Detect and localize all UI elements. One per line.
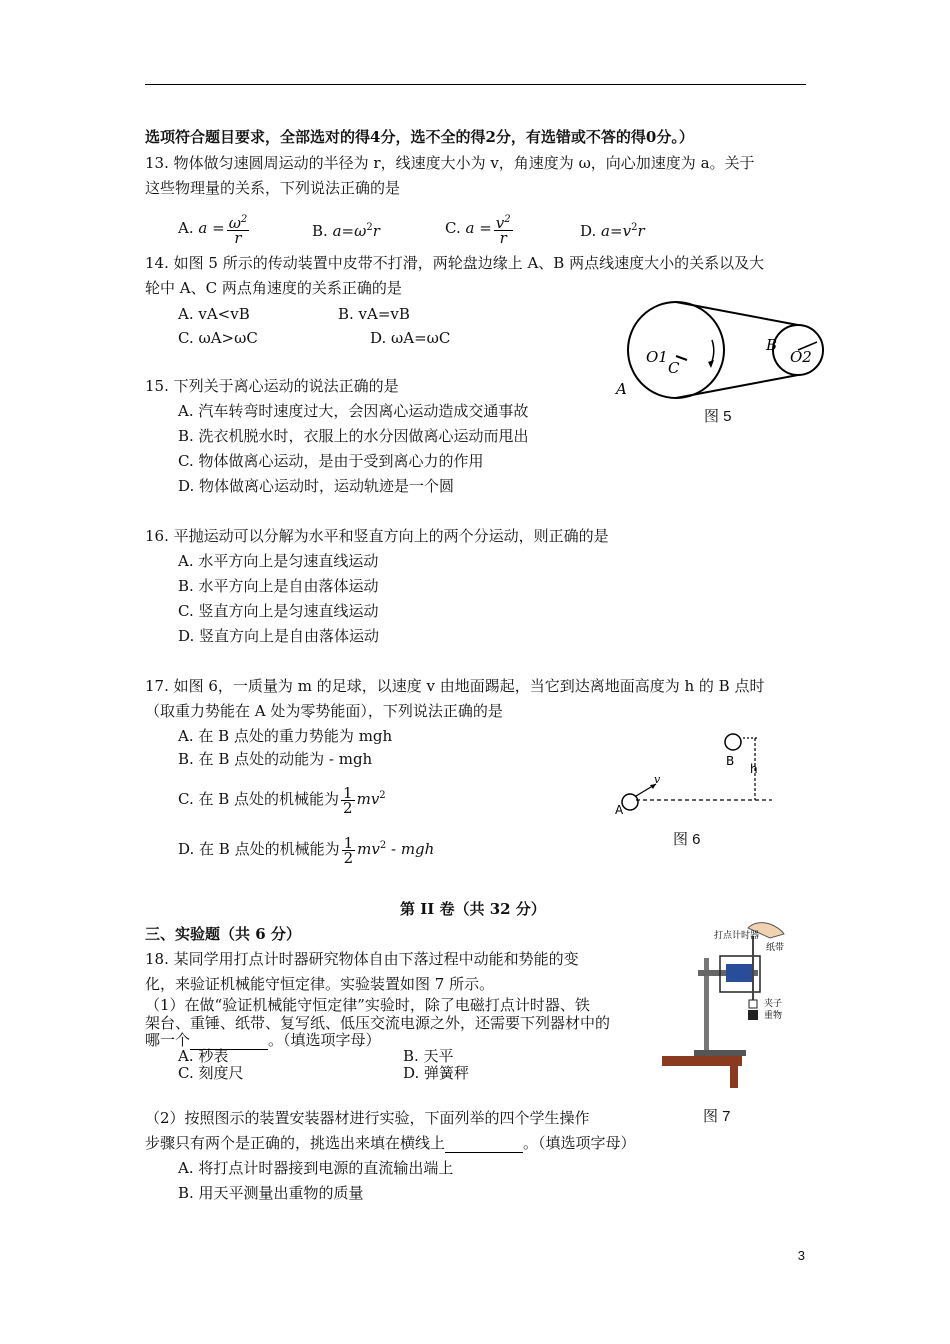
q17-stem-line1: 17. 如图 6，一质量为 m 的足球，以速度 v 由地面踢起，当它到达离地面高度为 h 的 B 点时 bbox=[145, 677, 765, 695]
q17-stem-line2: （取重力势能在 A 处为零势能面），下列说法正确的是 bbox=[145, 702, 503, 720]
q16-option-d: D. 竖直方向上是自由落体运动 bbox=[178, 627, 380, 645]
q13-stem-line1: 13. 物体做匀速圆周运动的半径为 r，线速度大小为 v，角速度为 ω，向心加速度为 a。关于 bbox=[145, 154, 755, 172]
q13-option-c-label: C. bbox=[445, 219, 461, 237]
figure-5-pulley-diagram bbox=[612, 300, 824, 400]
label-o1: O1 bbox=[646, 348, 668, 366]
q13-option-d: D. $a=v^2r$ bbox=[580, 222, 645, 240]
belt-top bbox=[676, 302, 798, 325]
q18-part2-line1: （2）按照图示的装置安装器材进行实验，下面列举的四个学生操作 bbox=[145, 1109, 590, 1127]
weight bbox=[748, 1010, 758, 1020]
q14-option-d: D. ωA=ωC bbox=[370, 329, 451, 347]
q18-stem-line1: 18. 某同学用打点计时器研究物体自由下落过程中动能和势能的变 bbox=[145, 950, 579, 968]
q16-option-c: C. 竖直方向上是匀速直线运动 bbox=[178, 602, 379, 620]
intro-text: 选项符合题目要求，全部选对的得4分，选不全的得2分，有选错或不答的得0分。） bbox=[145, 128, 694, 146]
table-leg bbox=[730, 1066, 738, 1088]
q18-option-d: D. 弹簧秤 bbox=[403, 1064, 470, 1082]
label-h: h bbox=[750, 762, 758, 776]
q18-operation-b: B. 用天平测量出重物的质量 bbox=[178, 1184, 364, 1202]
label-c: C bbox=[668, 359, 680, 377]
q17-option-c: C. 在 B 点处的机械能为 $\frac{1}{2}$ $mv^2$ bbox=[178, 783, 386, 817]
label-v: v bbox=[654, 773, 661, 786]
timer-core bbox=[726, 964, 752, 982]
figure-7-caption: 图 7 bbox=[703, 1108, 731, 1125]
label-b: B bbox=[726, 754, 735, 768]
q16-option-b: B. 水平方向上是自由落体运动 bbox=[178, 577, 379, 595]
q17-option-a: A. 在 B 点处的重力势能为 mgh bbox=[178, 727, 393, 745]
q13-option-d-label: D. bbox=[580, 222, 597, 240]
q18-part2-line2-b: 。（填选项字母） bbox=[523, 1134, 636, 1152]
header-rule bbox=[145, 84, 806, 85]
label-timer: 打点计时器 bbox=[714, 931, 760, 941]
q14-option-b: B. vA=vB bbox=[338, 305, 410, 323]
label-tape: 纸带 bbox=[766, 943, 785, 953]
q18-answer-blank-2[interactable] bbox=[445, 1138, 523, 1153]
q13-option-a: A. a = $\frac{\omega^2}{r}$ bbox=[178, 214, 248, 247]
q14-option-c: C. ωA>ωC bbox=[178, 329, 258, 347]
q13-stem-line2: 这些物理量的关系，下列说法正确的是 bbox=[145, 179, 401, 197]
q15-option-a: A. 汽车转弯时速度过大，会因离心运动造成交通事故 bbox=[178, 402, 529, 420]
q14-option-a: A. vA<vB bbox=[178, 305, 250, 323]
ball-a bbox=[622, 794, 638, 810]
label-b: B bbox=[766, 336, 778, 354]
large-wheel bbox=[628, 302, 724, 398]
q17-option-d: D. 在 B 点处的机械能为 $\frac{1}{2}$ $mv^2$ - mgh bbox=[178, 833, 435, 867]
q18-operation-a: A. 将打点计时器接到电源的直流输出端上 bbox=[178, 1159, 454, 1177]
q18-part1-line1: （1）在做“验证机械能守恒定律”实验时，除了电磁打点计时器、铁 bbox=[145, 996, 590, 1014]
label-a: A bbox=[616, 380, 627, 398]
label-clip: 夹子 bbox=[764, 999, 783, 1009]
q16-stem: 16. 平抛运动可以分解为水平和竖直方向上的两个分运动，则正确的是 bbox=[145, 527, 609, 545]
q15-option-c: C. 物体做离心运动，是由于受到离心力的作用 bbox=[178, 452, 484, 470]
q18-part1-line2: 架台、重锤、纸带、复写纸、低压交流电源之外，还需要下列器材中的 bbox=[145, 1014, 611, 1032]
figure-6-caption: 图 6 bbox=[673, 831, 701, 848]
q17-option-d-label: D. 在 B 点处的机械能为 bbox=[178, 840, 340, 858]
q18-part1-line3-a: 哪一个 bbox=[145, 1031, 191, 1049]
label-o2: O2 bbox=[790, 348, 812, 366]
q15-option-b: B. 洗衣机脱水时，衣服上的水分因做离心运动而甩出 bbox=[178, 427, 529, 445]
label-weight: 重物 bbox=[764, 1011, 783, 1021]
q14-stem-line2: 轮中 A、C 两点角速度的关系正确的是 bbox=[145, 279, 402, 297]
ball-b bbox=[725, 734, 741, 750]
section-3-title: 三、实验题（共 6 分） bbox=[145, 925, 301, 943]
q16-option-a: A. 水平方向上是匀速直线运动 bbox=[178, 552, 379, 570]
q18-part2-line2 bbox=[145, 1133, 636, 1153]
page-number: 3 bbox=[797, 1248, 805, 1263]
q18-option-c: C. 刻度尺 bbox=[178, 1064, 244, 1082]
stand-base bbox=[694, 1050, 746, 1056]
label-a: A bbox=[615, 803, 624, 817]
q13-option-a-label: A. bbox=[178, 219, 194, 237]
q18-part2-line2-a: 步骤只有两个是正确的，挑选出来填在横线上 bbox=[145, 1134, 446, 1152]
table-top bbox=[662, 1056, 742, 1066]
q13-option-c: C. a = $\frac{v^2}{r}$ bbox=[445, 214, 511, 247]
q14-stem-line1: 14. 如图 5 所示的传动装置中皮带不打滑，两轮盘边缘上 A、B 两点线速度大小的关系以及大 bbox=[145, 254, 765, 272]
section-2-title: 第 II 卷（共 32 分） bbox=[400, 900, 546, 918]
clip bbox=[749, 1000, 757, 1008]
belt-bottom bbox=[676, 375, 798, 398]
q17-option-c-label: C. 在 B 点处的机械能为 bbox=[178, 790, 340, 808]
rotation-arrow-head bbox=[708, 360, 714, 368]
figure-7-apparatus-diagram bbox=[660, 918, 800, 1090]
figure-6-ball-diagram bbox=[612, 728, 777, 820]
q18-stem-line2: 化，来验证机械能守恒定律。实验装置如图 7 所示。 bbox=[145, 975, 495, 993]
q18-part1-line3-b: 。（填选项字母） bbox=[268, 1031, 381, 1049]
q15-option-d: D. 物体做离心运动时，运动轨迹是一个圆 bbox=[178, 477, 455, 495]
q13-option-b: B. $a=\omega^2r$ bbox=[312, 222, 380, 240]
q18-option-b: B. 天平 bbox=[403, 1047, 454, 1065]
q18-option-a: A. 秒表 bbox=[178, 1047, 229, 1065]
q15-stem: 15. 下列关于离心运动的说法正确的是 bbox=[145, 377, 399, 395]
q17-option-b: B. 在 B 点处的动能为 - mgh bbox=[178, 750, 373, 768]
figure-5-caption: 图 5 bbox=[704, 408, 732, 425]
q13-option-b-label: B. bbox=[312, 222, 328, 240]
